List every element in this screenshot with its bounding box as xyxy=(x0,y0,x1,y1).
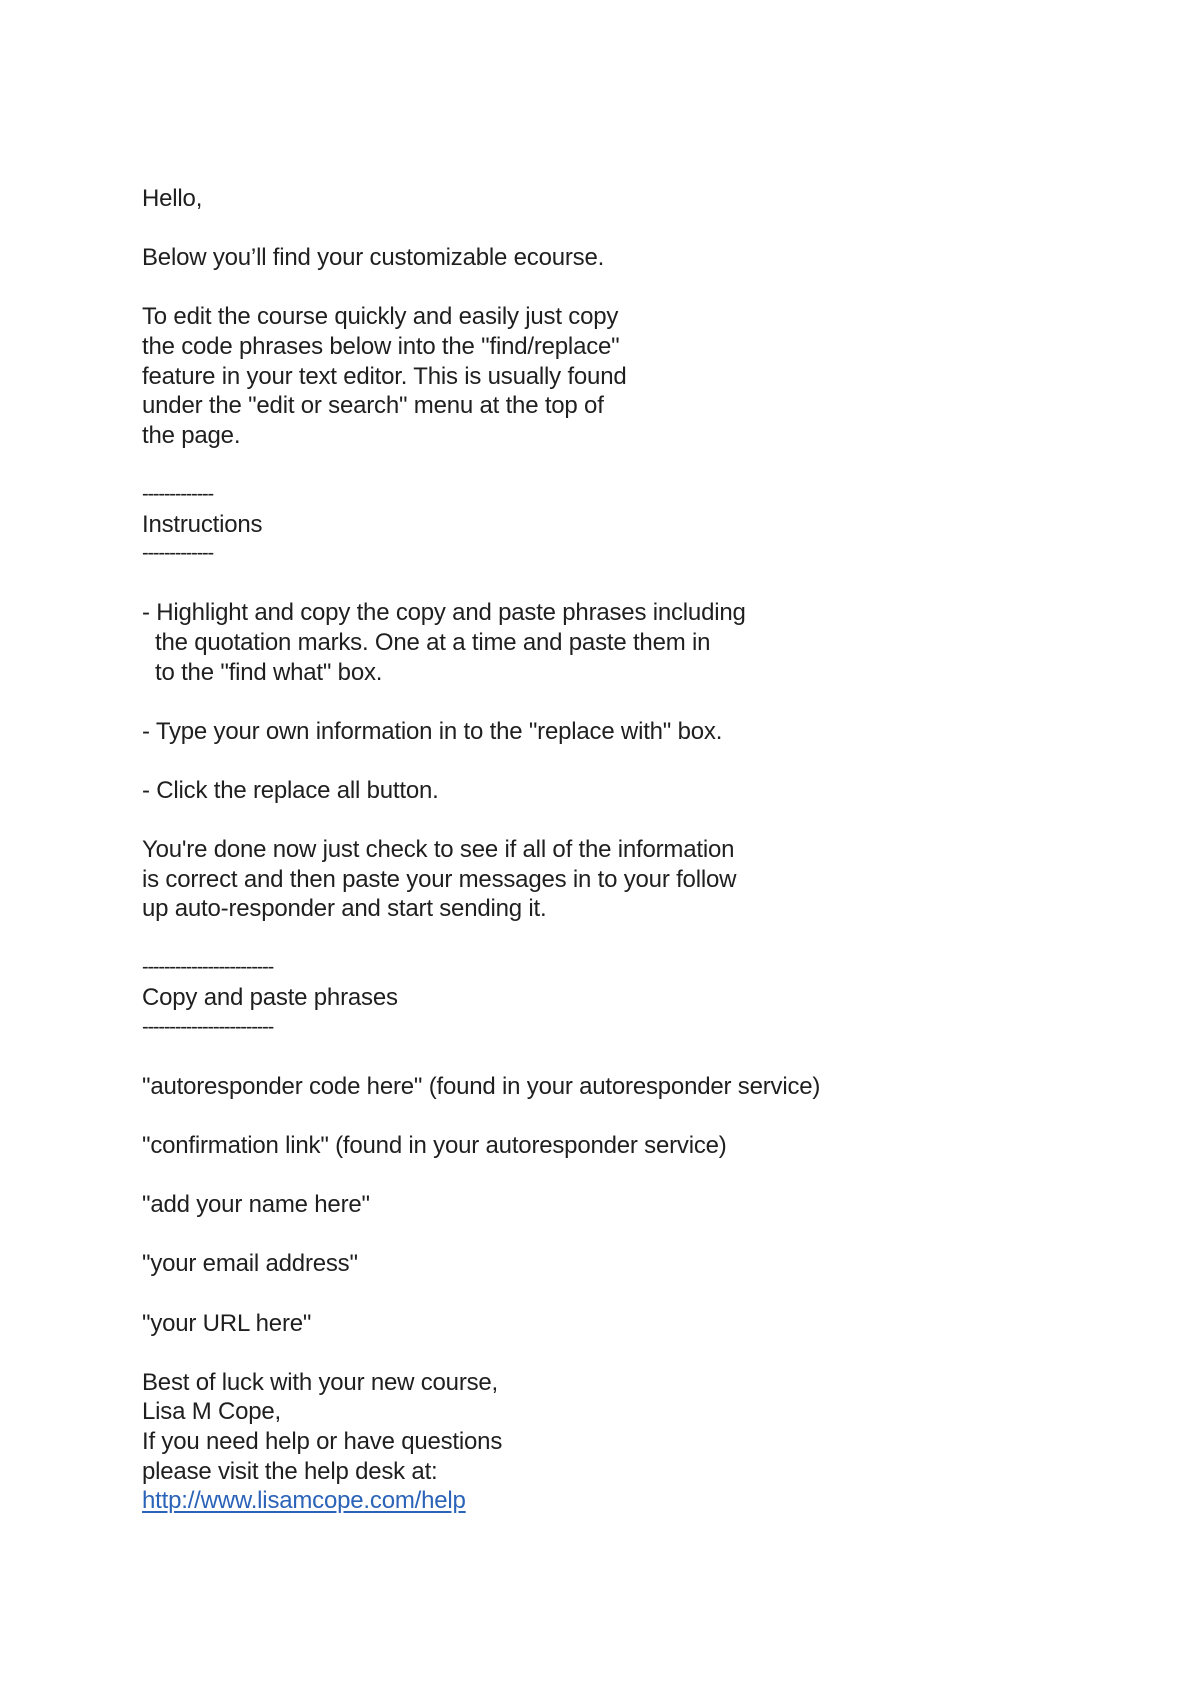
step-line: the quotation marks. One at a time and paste them in xyxy=(155,628,711,656)
author-name: Lisa M Cope, xyxy=(142,1398,281,1426)
paragraph-line: To edit the course quickly and easily just copy xyxy=(142,303,619,331)
blank-line xyxy=(142,1220,1142,1250)
step-line: - Type your own information in to the "replace with" box. xyxy=(142,717,723,745)
greeting: Hello, xyxy=(142,185,203,212)
paragraph-line: under the "edit or search" menu at the top of xyxy=(142,392,604,420)
instruction-step xyxy=(142,717,1142,747)
blank-line xyxy=(142,1279,1142,1309)
help-text: If you need help or have questions xyxy=(142,1427,503,1455)
blank-line xyxy=(142,805,1142,835)
phrase-item: "your URL here" xyxy=(142,1309,312,1337)
blank-line xyxy=(142,687,1142,717)
blank-line xyxy=(142,569,1142,599)
blank-line xyxy=(142,1101,1142,1131)
blank-line xyxy=(142,273,1142,303)
instruction-step xyxy=(142,776,1142,806)
divider-rule: ------------------------ xyxy=(142,956,274,979)
blank-line xyxy=(142,1042,1142,1072)
paragraph-line: up auto-responder and start sending it. xyxy=(142,895,547,923)
closing-block xyxy=(142,1368,1142,1516)
edit-paragraph xyxy=(142,302,1142,450)
blank-line xyxy=(142,450,1142,480)
section-heading: Copy and paste phrases xyxy=(142,984,398,1012)
phrase-item: "autoresponder code here" (found in your autoresponder service) xyxy=(142,1072,821,1100)
step-line: - Click the replace all button. xyxy=(142,776,439,804)
paragraph-line: feature in your text editor. This is usually found xyxy=(142,362,627,390)
section-heading: Instructions xyxy=(142,510,263,538)
paragraph-line: the page. xyxy=(142,421,241,449)
blank-line xyxy=(142,924,1142,954)
help-desk-link[interactable]: http://www.lisamcope.com/help xyxy=(142,1487,466,1515)
paragraph-line: You're done now just check to see if all of the information xyxy=(142,836,735,864)
instructions-header xyxy=(142,480,1142,569)
phrase-item: "add your name here" xyxy=(142,1191,370,1219)
blank-line xyxy=(142,1161,1142,1191)
done-paragraph xyxy=(142,835,1142,924)
blank-line xyxy=(142,746,1142,776)
blank-line xyxy=(142,214,1142,244)
intro-line: Below you’ll find your customizable ecourse. xyxy=(142,244,605,272)
document-body xyxy=(142,184,1142,1516)
sign-off: Best of luck with your new course, xyxy=(142,1368,499,1396)
step-line: - Highlight and copy the copy and paste phrases including xyxy=(142,599,746,627)
divider-rule: ------------- xyxy=(142,542,213,565)
paragraph-line: the code phrases below into the "find/replace" xyxy=(142,332,620,360)
phrases-header xyxy=(142,953,1142,1042)
paragraph-line: is correct and then paste your messages in to your follow xyxy=(142,865,737,893)
blank-line xyxy=(142,1338,1142,1368)
instruction-step xyxy=(142,598,1142,687)
help-text: please visit the help desk at: xyxy=(142,1457,438,1485)
phrase-item: "your email address" xyxy=(142,1250,358,1278)
divider-rule: ------------- xyxy=(142,482,213,505)
step-line: to the "find what" box. xyxy=(155,658,383,686)
divider-rule: ------------------------ xyxy=(142,1015,274,1038)
phrase-item: "confirmation link" (found in your autoresponder service) xyxy=(142,1132,727,1159)
